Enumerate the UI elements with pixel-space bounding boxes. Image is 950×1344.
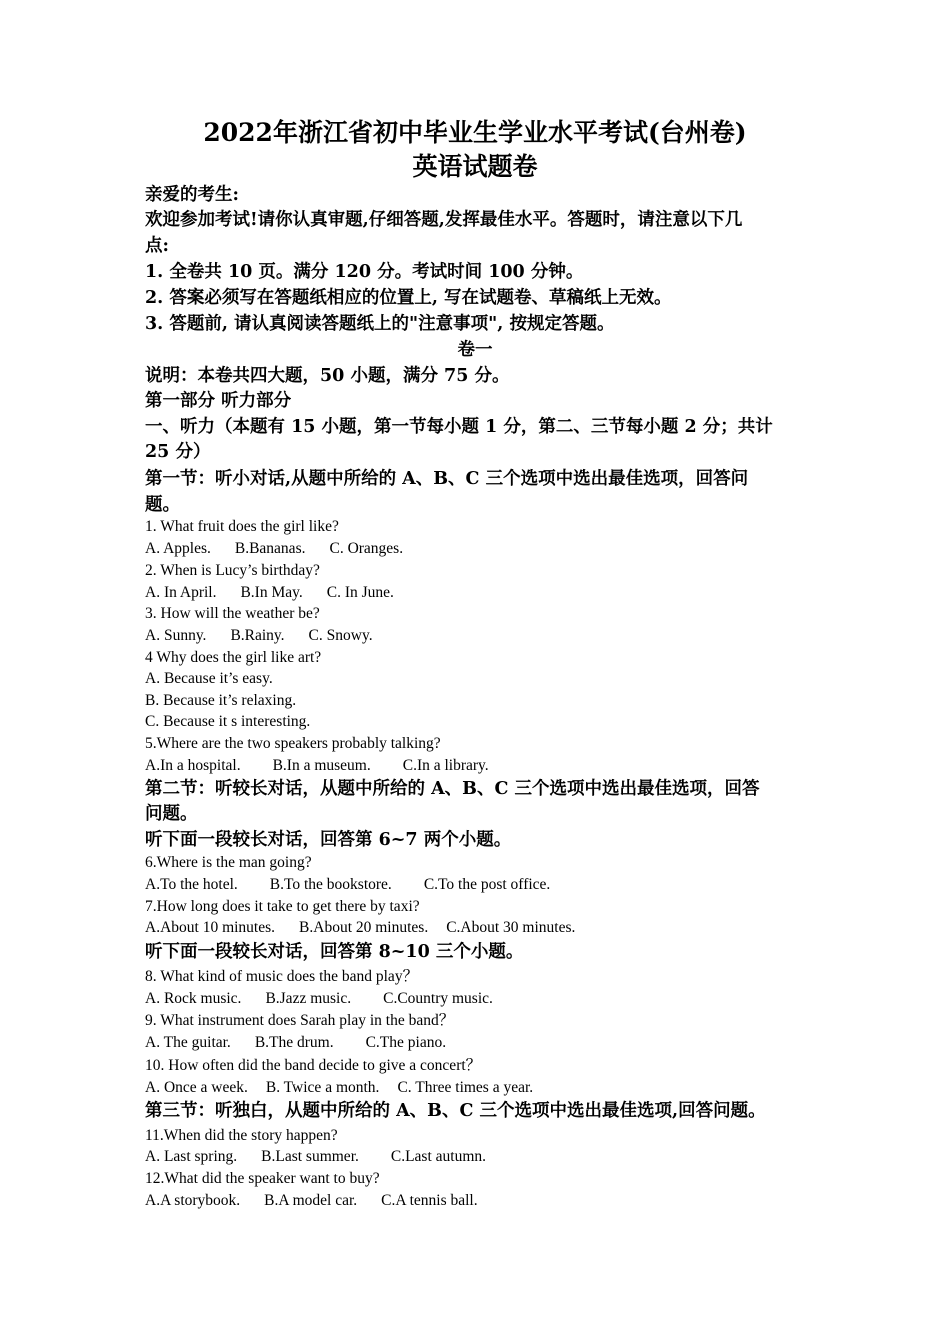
question-7: 7.How long does it take to get there by taxi? xyxy=(145,898,420,915)
question-12: 12.What did the speaker want to buy? xyxy=(145,1170,380,1187)
question-3-options xyxy=(145,626,373,646)
option-b: B.Last summer. xyxy=(261,1148,359,1165)
option-c: C.Country music. xyxy=(383,990,493,1007)
option-b: B.Bananas. xyxy=(234,540,306,557)
question-2: 2. When is Lucy’s birthday? xyxy=(145,562,320,579)
question-9-options xyxy=(145,1033,446,1053)
exam-title: 2022年浙江省初中毕业生学业水平考试(台州卷) xyxy=(203,118,747,147)
question-5: 5.Where are the two speakers probably talking? xyxy=(145,735,441,752)
question-9: 9. What instrument does Sarah play in the band？ xyxy=(145,1012,455,1029)
question-4-option-a: A. Because it’s easy. xyxy=(145,670,273,687)
question-4: 4 Why does the girl like art? xyxy=(145,649,322,666)
section-heading-line-2: 25 分） xyxy=(145,442,211,462)
sec1-instruction-line-2: 题。 xyxy=(145,495,180,515)
option-b: B.The drum. xyxy=(254,1034,334,1051)
option-a: A.A storybook. xyxy=(145,1192,241,1209)
option-b: B.In a museum. xyxy=(272,757,371,774)
volume-heading: 卷一 xyxy=(457,340,493,360)
option-b: B.A model car. xyxy=(264,1192,358,1209)
rule-3: 3. 答题前, 请认真阅读答题纸上的"注意事项", 按规定答题。 xyxy=(145,314,615,334)
option-c: C.About 30 minutes. xyxy=(446,919,576,936)
option-a: A. Apples. xyxy=(145,540,211,557)
option-a: A. Rock music. xyxy=(145,990,242,1007)
option-a: A.In a hospital. xyxy=(145,757,241,774)
option-c: C. Oranges. xyxy=(329,540,404,557)
intro-line-1: 欢迎参加考试!请你认真审题,仔细答题,发挥最佳水平。答题时，请注意以下几 xyxy=(145,210,743,230)
option-c: C.The piano. xyxy=(365,1034,447,1051)
instruction-q6-7: 听下面一段较长对话，回答第 6~7 两个小题。 xyxy=(145,830,512,850)
option-c: C. In June. xyxy=(326,584,394,601)
option-c: C. Snowy. xyxy=(308,627,373,644)
part-heading: 第一部分 听力部分 xyxy=(145,391,292,411)
question-6-options xyxy=(145,875,550,895)
question-6: 6.Where is the man going? xyxy=(145,854,312,871)
option-c: C.Last autumn. xyxy=(390,1148,487,1165)
exam-subtitle: 英语试题卷 xyxy=(412,152,538,181)
question-10-options xyxy=(145,1078,533,1098)
question-5-options xyxy=(145,756,489,776)
option-c: C.In a library. xyxy=(402,757,489,774)
question-4-option-b: B. Because it’s relaxing. xyxy=(145,692,297,709)
question-8-options xyxy=(145,989,493,1009)
question-4-option-c: C. Because it s interesting. xyxy=(145,713,311,730)
question-1: 1. What fruit does the girl like? xyxy=(145,518,339,535)
question-3: 3. How will the weather be? xyxy=(145,605,320,622)
rule-2: 2. 答案必须写在答题纸相应的位置上, 写在试题卷、草稿纸上无效。 xyxy=(145,288,672,308)
option-a: A. The guitar. xyxy=(145,1034,231,1051)
option-b: B.Rainy. xyxy=(230,627,285,644)
sec3-instruction: 第三节：听独白，从题中所给的 A、B、C 三个选项中选出最佳选项,回答问题。 xyxy=(145,1101,766,1121)
option-a: A. Last spring. xyxy=(145,1148,238,1165)
option-a: A.About 10 minutes. xyxy=(145,919,276,936)
option-b: B.In May. xyxy=(240,584,303,601)
option-b: B.Jazz music. xyxy=(265,990,352,1007)
intro-line-2: 点: xyxy=(145,236,169,256)
option-c: C.To the post office. xyxy=(423,876,551,893)
question-2-options xyxy=(145,583,394,603)
instruction-q8-10: 听下面一段较长对话，回答第 8~10 三个小题。 xyxy=(145,942,524,962)
option-a: A. Sunny. xyxy=(145,627,207,644)
volume-note: 说明：本卷共四大题，50 小题，满分 75 分。 xyxy=(145,366,510,386)
rule-1: 1. 全卷共 10 页。满分 120 分。考试时间 100 分钟。 xyxy=(145,262,584,282)
option-c: C. Three times a year. xyxy=(397,1079,534,1096)
question-7-options xyxy=(145,918,575,938)
option-b: B. Twice a month. xyxy=(265,1079,380,1096)
question-8: 8. What kind of music does the band play？ xyxy=(145,968,419,985)
option-b: B.To the bookstore. xyxy=(269,876,392,893)
question-11-options xyxy=(145,1147,486,1167)
question-1-options xyxy=(145,539,403,559)
question-12-options xyxy=(145,1191,478,1211)
sec2-instruction-line-1: 第二节：听较长对话，从题中所给的 A、B、C 三个选项中选出最佳选项，回答 xyxy=(145,779,760,799)
sec1-instruction-line-1: 第一节：听小对话,从题中所给的 A、B、C 三个选项中选出最佳选项，回答问 xyxy=(145,469,749,489)
question-11: 11.When did the story happen? xyxy=(145,1127,338,1144)
option-b: B.About 20 minutes. xyxy=(299,919,429,936)
option-a: A. Once a week. xyxy=(145,1079,248,1096)
option-a: A. In April. xyxy=(145,584,217,601)
option-c: C.A tennis ball. xyxy=(381,1192,478,1209)
section-heading-line-1: 一、听力（本题有 15 小题，第一节每小题 1 分，第二、三节每小题 2 分；共计 xyxy=(145,417,773,437)
question-10: 10. How often did the band decide to give a concert？ xyxy=(145,1057,482,1074)
option-a: A.To the hotel. xyxy=(145,876,238,893)
greeting: 亲爱的考生: xyxy=(145,185,239,205)
sec2-instruction-line-2: 问题。 xyxy=(145,804,198,824)
